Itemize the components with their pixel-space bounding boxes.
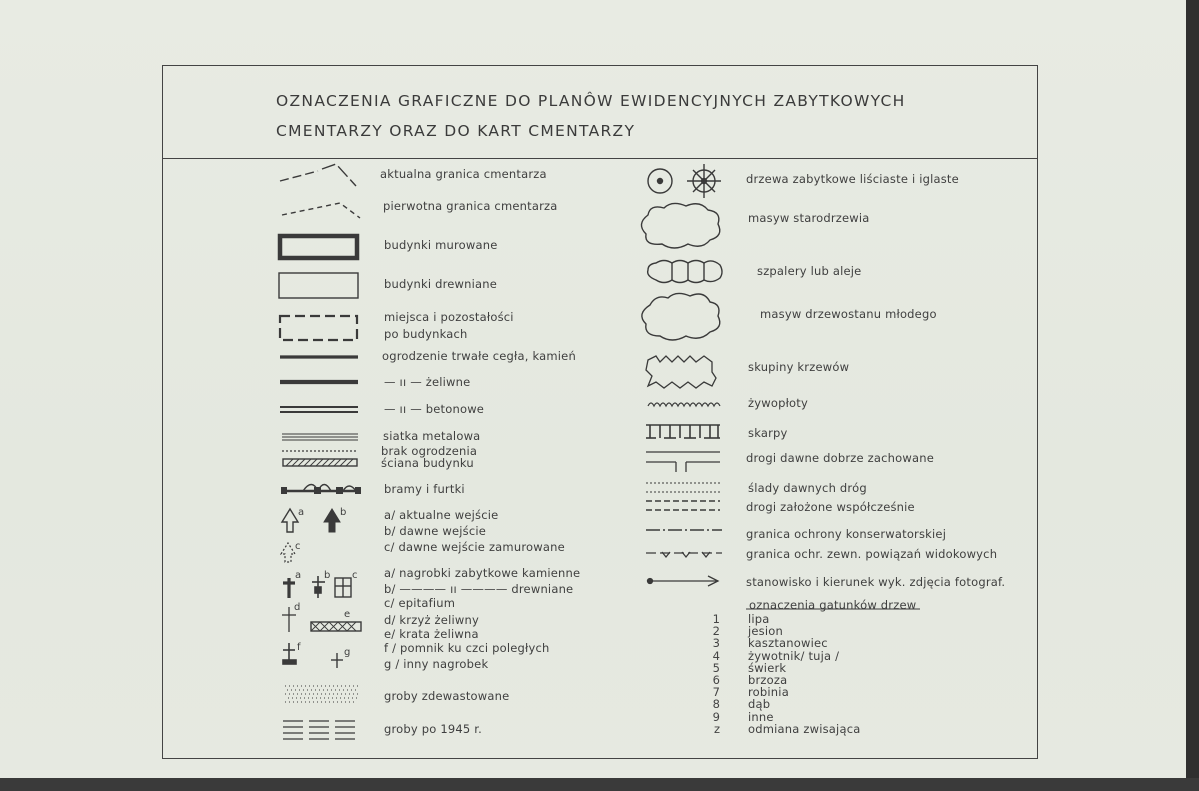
label-brick-buildings: budynki murowane bbox=[384, 238, 498, 252]
building-wall-hatch bbox=[286, 459, 353, 466]
road-traces-symbol bbox=[646, 483, 720, 492]
page-title-line1: OZNACZENIA GRAFICZNE DO PLANÔW EWIDENCYJNYCH ZABYTKOWYCH bbox=[276, 92, 906, 110]
label-mesh-fence: siatka metalowa bbox=[383, 429, 481, 443]
species-name: lipa bbox=[748, 612, 770, 626]
label-entrance-a: a/ aktualne wejście bbox=[384, 508, 499, 522]
label-old-roads: drogi dawne dobrze zachowane bbox=[746, 451, 935, 465]
slope-symbol bbox=[646, 425, 720, 438]
label-conservation-boundary: granica ochrony konserwatorskiej bbox=[746, 527, 947, 541]
species-code: 5 bbox=[712, 660, 720, 675]
species-name: inne bbox=[748, 709, 774, 724]
original-boundary-symbol bbox=[282, 203, 360, 218]
label-grave-g: g / inny nagrobek bbox=[384, 657, 489, 671]
species-code: 8 bbox=[712, 697, 720, 712]
wooden-building-symbol bbox=[279, 273, 358, 298]
label-hedges: żywopłoty bbox=[748, 396, 809, 410]
coniferous-tree-symbol bbox=[687, 164, 721, 198]
label-view-boundary: granica ochr. zewn. powiązań widokowych bbox=[746, 547, 998, 561]
old-road-symbol bbox=[646, 452, 720, 472]
post-1945-graves-symbol bbox=[283, 721, 355, 739]
label-wooden-buildings: budynki drewniane bbox=[384, 277, 498, 291]
label-original-boundary: pierwotna granica cmentarza bbox=[383, 199, 558, 213]
entrance-letter-b: b bbox=[340, 507, 347, 518]
species-name: świerk bbox=[748, 660, 787, 675]
species-name: robinia bbox=[748, 685, 789, 700]
species-name: brzoza bbox=[748, 673, 788, 687]
view-boundary-symbol bbox=[646, 552, 722, 557]
species-code: 3 bbox=[712, 636, 720, 651]
label-young-stand: masyw drzewostanu młodego bbox=[760, 307, 937, 321]
current-boundary-symbol bbox=[280, 164, 356, 186]
devastated-graves-symbol bbox=[285, 686, 358, 702]
grave-letter-f: f bbox=[297, 642, 301, 653]
grave-letter-a: a bbox=[295, 570, 302, 581]
label-grave-a: a/ nagrobki zabytkowe kamienne bbox=[384, 566, 581, 580]
label-modern-roads: drogi założone współcześnie bbox=[746, 500, 915, 514]
label-building-wall: ściana budynku bbox=[381, 456, 474, 470]
label-entrance-b: b/ dawne wejście bbox=[384, 524, 487, 538]
shrub-groups-symbol bbox=[646, 356, 716, 388]
hedge-symbol bbox=[648, 403, 720, 406]
label-slopes: skarpy bbox=[748, 426, 788, 440]
grave-letter-c: c bbox=[352, 570, 358, 581]
species-name: kasztanowiec bbox=[748, 636, 828, 651]
label-concrete-fence: — ıı — betonowe bbox=[384, 402, 485, 416]
label-grave-d: d/ krzyż żeliwny bbox=[384, 613, 479, 627]
deciduous-tree-symbol bbox=[648, 169, 672, 193]
page-title-line2: CMENTARZY ORAZ DO KART CMENTARZY bbox=[276, 122, 636, 140]
species-code: 6 bbox=[712, 673, 720, 687]
label-permanent-fence: ogrodzenie trwałe cegła, kamień bbox=[382, 349, 576, 363]
label-entrance-c: c/ dawne wejście zamurowane bbox=[384, 540, 565, 554]
label-road-traces: ślady dawnych dróg bbox=[748, 481, 867, 495]
entrance-letter-a: a bbox=[298, 507, 305, 518]
stone-grave-cross bbox=[283, 578, 295, 598]
walled-entrance-arrow bbox=[281, 543, 295, 562]
label-shrubs: skupiny krzewów bbox=[748, 360, 850, 374]
species-name: dąb bbox=[748, 697, 771, 712]
label-post-1945-graves: groby po 1945 r. bbox=[384, 722, 483, 736]
label-grave-c: c/ epitafium bbox=[384, 596, 456, 610]
grave-letter-e: e bbox=[344, 609, 351, 620]
former-building-symbol bbox=[280, 316, 357, 340]
label-old-tree-mass: masyw starodrzewia bbox=[748, 211, 870, 225]
alley-symbol bbox=[648, 261, 722, 283]
old-tree-mass-symbol bbox=[641, 203, 719, 248]
label-gates: bramy i furtki bbox=[384, 482, 465, 496]
mesh-fence-symbol bbox=[282, 434, 358, 440]
species-code: 1 bbox=[712, 612, 720, 626]
photo-position-symbol bbox=[648, 576, 719, 586]
label-current-boundary: aktualna granica cmentarza bbox=[380, 167, 547, 181]
label-alleys: szpalery lub aleje bbox=[757, 264, 862, 278]
species-name: odmiana zwisająca bbox=[748, 721, 861, 736]
label-former-places-1: miejsca i pozostałości bbox=[384, 310, 514, 324]
grave-letter-d: d bbox=[294, 602, 301, 613]
label-grave-b: b/ ———— ıı ———— drewniane bbox=[384, 582, 574, 596]
label-devastated-graves: groby zdewastowane bbox=[384, 689, 510, 703]
label-former-places-2: po budynkach bbox=[384, 327, 468, 341]
brick-building-symbol bbox=[280, 236, 357, 258]
label-grave-f: f / pomnik ku czci poległych bbox=[384, 641, 550, 655]
grave-letter-g: g bbox=[344, 647, 351, 658]
grave-letter-b: b bbox=[324, 570, 331, 581]
label-trees: drzewa zabytkowe liściaste i iglaste bbox=[746, 172, 959, 186]
former-entrance-arrow bbox=[324, 509, 340, 532]
label-cast-iron-fence: — ıı — żeliwne bbox=[384, 375, 471, 389]
concrete-fence-symbol bbox=[280, 407, 358, 412]
monument-symbol bbox=[283, 643, 296, 664]
species-code: 7 bbox=[712, 685, 720, 700]
label-species-header: oznaczenia gatunków drzew bbox=[749, 598, 917, 612]
current-entrance-arrow bbox=[282, 509, 298, 532]
label-grave-e: e/ krata żeliwna bbox=[384, 627, 479, 641]
species-code: 4 bbox=[712, 648, 720, 663]
other-grave-symbol bbox=[331, 653, 343, 668]
species-code: z bbox=[713, 721, 720, 736]
young-stand-mass-symbol bbox=[642, 293, 720, 340]
label-no-fence: brak ogrodzenia bbox=[381, 444, 478, 458]
species-name: jesion bbox=[748, 624, 783, 639]
species-code: 9 bbox=[712, 709, 720, 724]
label-photo-position: stanowisko i kierunek wyk. zdjęcia fotograf. bbox=[746, 575, 1006, 589]
species-name: żywotnik/ tuja / bbox=[748, 648, 840, 663]
modern-road-symbol bbox=[646, 501, 720, 510]
epitaph-symbol bbox=[335, 578, 351, 597]
entrance-letter-c: c bbox=[295, 541, 301, 552]
species-code: 2 bbox=[712, 624, 720, 639]
